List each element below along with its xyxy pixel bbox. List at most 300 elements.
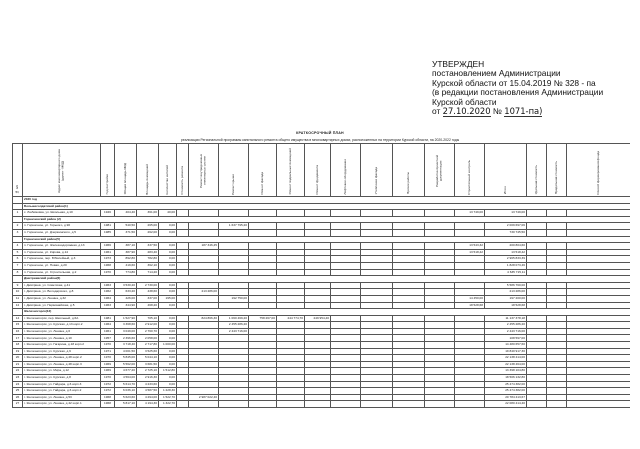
table-cell: 387,10 [115,243,137,250]
table-cell: 730 745,50 [485,229,527,236]
table-cell: 13 749,00 [455,210,485,217]
table-cell [393,243,425,250]
table-cell: 362,10 [137,262,159,269]
table-cell [177,394,189,401]
table-cell [305,243,331,250]
table-cell: 1972 [101,388,115,395]
approval-line: постановлением Администрации [432,68,561,79]
table-cell [277,375,305,382]
table-cell [305,328,331,335]
table-cell [393,295,425,302]
table-cell [393,210,425,217]
table-cell: 1971 [101,348,115,355]
table-cell: 371,50 [115,229,137,236]
table-cell [455,375,485,382]
table-cell [189,295,219,302]
table-cell [249,223,277,230]
address-cell: п. Горшечное, ул. Строительная, д.2 [23,269,101,276]
table-cell [331,210,361,217]
column-header-label: № п/п [14,185,19,195]
table-cell: 19 [13,348,23,355]
address-cell: г. Дмитриев, ул. Володарского, д.8 [23,289,101,296]
table-cell [249,375,277,382]
table-cell [425,322,455,329]
table-cell [361,262,393,269]
table-cell: 195,00 [159,295,177,302]
table-cell [277,282,305,289]
table-cell [425,229,455,236]
column-header [115,144,137,197]
table-cell [249,401,277,408]
table-row [13,302,631,309]
table-cell [331,295,361,302]
table-cell: 3 681,50 [137,361,159,368]
table-row [13,342,631,349]
table-cell [177,210,189,217]
table-cell [393,269,425,276]
table-cell: 361,00 [137,210,159,217]
table-cell [567,210,631,217]
table-cell: 3 530,20 [115,282,137,289]
column-header-label: Площадь помещений [144,163,149,195]
table-cell: 5 [13,249,23,256]
table-cell: 249 954,40 [305,315,331,322]
table-cell [425,328,455,335]
table-cell [219,289,249,296]
address-cell: г. Железногорск, пер. Школьный, д.6А [23,315,101,322]
table-cell: 2 396,60 [115,335,137,342]
table-cell [331,262,361,269]
table-row [13,328,631,335]
table-cell [249,388,277,395]
table-cell [455,348,485,355]
table-cell [177,355,189,362]
table-cell: 5 562,00 [115,361,137,368]
table-cell: 1970 [101,269,115,276]
table-cell [527,302,547,309]
address-cell: п. Горшечное, ул. Железнодорожная, д.13 [23,243,101,250]
table-cell [305,223,331,230]
table-cell: 1961 [101,249,115,256]
table-cell: 2 455 286,20 [485,322,527,329]
table-cell: 2 [13,223,23,230]
table-cell [305,262,331,269]
table-cell [177,243,189,250]
table-cell [331,243,361,250]
table-cell: 0,00 [159,322,177,329]
table-cell [219,348,249,355]
table-cell [425,355,455,362]
table-cell [527,295,547,302]
section-cell [13,276,23,283]
column-header [485,144,527,197]
table-cell: 0,00 [159,381,177,388]
table-cell [393,256,425,263]
table-cell: 19 840 917,30 [485,348,527,355]
table-cell [547,269,567,276]
table-cell [567,388,631,395]
table-cell: 15 [13,322,23,329]
table-cell [547,381,567,388]
table-cell [177,381,189,388]
table-row [13,394,631,401]
document-subtitle: реализации Региональной программы капитального ремонта общего имущества в многоквартирных домах, расположенных на территории Курской области, на 2020-2022 годы [180,138,460,142]
table-cell [361,328,393,335]
table-cell [393,375,425,382]
table-cell [331,388,361,395]
table-cell [547,315,567,322]
table-cell [331,328,361,335]
table-cell [219,361,249,368]
table-cell: 2 455 286,20 [219,322,249,329]
table-cell [425,394,455,401]
table-cell [361,256,393,263]
table-cell: 0,00 [159,355,177,362]
table-cell: 22 080 414,40 [485,401,527,408]
table-cell: 1981 [101,315,115,322]
table-cell [305,401,331,408]
table-cell [331,368,361,375]
table-cell [547,302,567,309]
table-cell: 1 322,70 [159,401,177,408]
table-cell: 3 525,60 [137,348,159,355]
table-cell [393,361,425,368]
table-cell: 0,00 [159,282,177,289]
table-cell [527,282,547,289]
table-cell [277,322,305,329]
table-cell: 213 286,00 [189,289,219,296]
table-cell: 438,60 [137,289,159,296]
table-cell [361,223,393,230]
table-cell: 1961 [101,328,115,335]
table-cell: 1 [13,210,23,217]
table-row [13,282,631,289]
table-cell [361,375,393,382]
table-cell [219,355,249,362]
table-cell: 6 036,10 [115,388,137,395]
address-cell: п. Горшечное, ул. Горького, д.90 [23,223,101,230]
address-cell: г. Железногорск, ул. Ленина, д.53 [23,394,101,401]
table-cell [567,381,631,388]
table-cell [177,388,189,395]
table-row [13,315,631,322]
table-cell: 4 001,50 [115,348,137,355]
table-cell [219,342,249,349]
table-cell [189,335,219,342]
column-header [393,144,425,197]
table-cell: 4 [13,243,23,250]
column-header [361,144,393,197]
table-cell [361,289,393,296]
table-cell [527,210,547,217]
document-title: КРАТКОСРОЧНЫЙ ПЛАН [296,131,344,135]
table-cell: 2 725,10 [137,368,159,375]
section-row [13,309,631,316]
table-cell: 13 518,42 [485,249,527,256]
table-cell [425,401,455,408]
table-cell [547,295,567,302]
table-cell [249,322,277,329]
table-cell [393,289,425,296]
address-cell: г. Дмитриев, ул. Ленина, д.32 [23,295,101,302]
table-row [13,368,631,375]
table-cell: 25 [13,388,23,395]
table-cell [567,223,631,230]
table-cell [277,269,305,276]
table-cell [455,388,485,395]
table-cell [567,229,631,236]
table-cell: 1963 [101,302,115,309]
table-cell [455,269,485,276]
table-cell [189,282,219,289]
table-cell [527,269,547,276]
table-cell: 5 614,70 [115,381,137,388]
column-header-label: Лифтовое оборудование [342,158,347,195]
table-cell [219,381,249,388]
table-cell [305,229,331,236]
table-cell [189,368,219,375]
table-cell [361,229,393,236]
table-cell: 824 866,30 [189,315,219,322]
table-row [13,262,631,269]
address-cell: г. Железногорск, ул. Курская, д.13 корп.2 [23,322,101,329]
table-cell [219,262,249,269]
plan-table-container [12,143,630,434]
table-cell [527,375,547,382]
table-cell [527,381,547,388]
table-cell: 11 137 378,18 [485,315,527,322]
section-cell [13,309,23,316]
table-cell [361,302,393,309]
table-cell: 0,00 [159,269,177,276]
table-cell [305,322,331,329]
table-row [13,381,631,388]
table-cell: 0,00 [159,223,177,230]
table-cell [331,322,361,329]
table-cell [177,342,189,349]
table-cell [277,355,305,362]
column-header-label: Адрес многоквартирного дома (далее - МКД) [57,148,65,193]
table-cell [361,249,393,256]
table-cell: 1970 [101,355,115,362]
table-row [13,348,631,355]
table-cell [547,375,567,382]
column-header-label: Ремонт внутридомовых инженерных систем [199,153,207,188]
table-cell: 419,60 [115,262,137,269]
table-cell [249,394,277,401]
table-cell [331,256,361,263]
table-cell: 13 749,00 [485,210,527,217]
table-cell [393,328,425,335]
column-header [547,144,567,197]
table-row [13,361,631,368]
table-cell [527,328,547,335]
table-cell: 13 518,42 [455,249,485,256]
column-header-label: Предельная стоимость [553,161,558,195]
table-cell [527,322,547,329]
table-cell: 0,00 [159,348,177,355]
table-cell: 24 [13,381,23,388]
table-cell [393,355,425,362]
column-header-label: Разработка проектной документации [435,154,443,187]
table-cell [177,223,189,230]
table-cell [331,342,361,349]
section-cell [13,203,23,210]
table-cell [567,394,631,401]
table-cell: 1 527,90 [115,315,137,322]
table-cell [277,243,305,250]
table-cell [527,342,547,349]
table-cell [425,368,455,375]
table-cell [361,243,393,250]
table-cell [189,262,219,269]
table-cell [189,229,219,236]
table-cell [567,401,631,408]
table-cell [393,262,425,269]
table-cell [189,361,219,368]
table-cell: 4 294,00 [137,394,159,401]
table-cell [393,223,425,230]
table-cell: 1957 [101,335,115,342]
table-cell [455,368,485,375]
table-cell [219,256,249,263]
table-cell [331,348,361,355]
section-label: Дмитриевский район(6) [23,276,631,283]
table-cell: 244 774,70 [277,315,305,322]
column-header-label: Утепление фасада [373,167,378,195]
table-cell: 5 044,10 [137,355,159,362]
table-cell [547,249,567,256]
address-cell: п. Горшечное, ул. Кирова, д.14 [23,249,101,256]
column-header [249,144,277,197]
table-cell [425,282,455,289]
table-cell: 1 828 073,46 [485,262,527,269]
table-cell [361,368,393,375]
table-cell [305,289,331,296]
table-cell [361,355,393,362]
table-cell: 2 760,70 [137,328,159,335]
column-header [567,144,631,197]
table-cell: 18 [13,342,23,349]
table-cell [277,249,305,256]
table-cell [393,229,425,236]
table-cell: 1 637 795,20 [219,223,249,230]
table-cell [425,243,455,250]
table-cell [567,348,631,355]
table-row [13,295,631,302]
table-cell [277,361,305,368]
table-cell [393,381,425,388]
table-cell [331,302,361,309]
section-row [13,216,631,223]
table-cell [547,368,567,375]
address-cell: г. Дмитриев, ул. Первомайская, д.5 [23,302,101,309]
table-cell [189,355,219,362]
column-header [137,144,159,197]
table-cell [455,355,485,362]
table-cell [567,269,631,276]
table-cell [277,289,305,296]
table-cell: 187 346,45 [189,243,219,250]
table-cell [249,328,277,335]
date-value: 27.10.2020 [442,106,491,117]
table-cell [567,361,631,368]
table-cell [393,249,425,256]
table-row [13,249,631,256]
table-cell [177,289,189,296]
table-cell [455,262,485,269]
table-cell [189,322,219,329]
table-cell [277,401,305,408]
column-header-label: Ремонт фасада [259,171,264,195]
table-cell [189,348,219,355]
table-cell: 22 [13,368,23,375]
column-header-label: Удельная стоимость [533,165,538,195]
table-cell [425,388,455,395]
table-cell: 108 597,00 [485,335,527,342]
table-cell [249,335,277,342]
table-cell: 0,00 [159,328,177,335]
table-cell [527,229,547,236]
table-cell: 14 [13,315,23,322]
table-cell [567,328,631,335]
table-cell: 40,00 [159,210,177,217]
table-cell [567,375,631,382]
table-cell [189,375,219,382]
table-cell: 2 730,00 [137,282,159,289]
table-cell [305,302,331,309]
table-cell: 387,90 [115,249,137,256]
table-cell [361,401,393,408]
section-row [13,197,631,204]
table-cell: 0,00 [159,335,177,342]
table-cell: 426,00 [115,295,137,302]
table-cell [393,394,425,401]
table-cell: 17 [13,335,23,342]
table-cell [277,388,305,395]
table-cell [177,348,189,355]
table-cell [567,243,631,250]
table-cell: 3 049,00 [115,328,137,335]
table-cell [249,289,277,296]
table-cell: 782,80 [137,256,159,263]
table-cell: 2 965 833,39 [485,256,527,263]
table-cell [177,361,189,368]
table-cell [361,381,393,388]
address-cell: г. Железногорск, ул. Ленина, д.48 корп.3 [23,361,101,368]
table-cell [527,249,547,256]
table-cell [189,342,219,349]
table-cell: 20 [13,355,23,362]
table-cell [219,243,249,250]
table-cell [547,401,567,408]
table-cell: 192 750,00 [219,295,249,302]
table-cell [547,282,567,289]
table-cell [331,229,361,236]
table-cell: 1 060 469,20 [219,315,249,322]
table-cell [219,375,249,382]
table-cell: 20 784 413,67 [485,394,527,401]
table-cell: 1962 [101,289,115,296]
table-cell [305,355,331,362]
section-cell [13,216,23,223]
table-cell [219,229,249,236]
section-row [13,203,631,210]
table-cell [249,295,277,302]
date-prefix: от [432,106,441,117]
table-cell [277,348,305,355]
table-cell [547,223,567,230]
